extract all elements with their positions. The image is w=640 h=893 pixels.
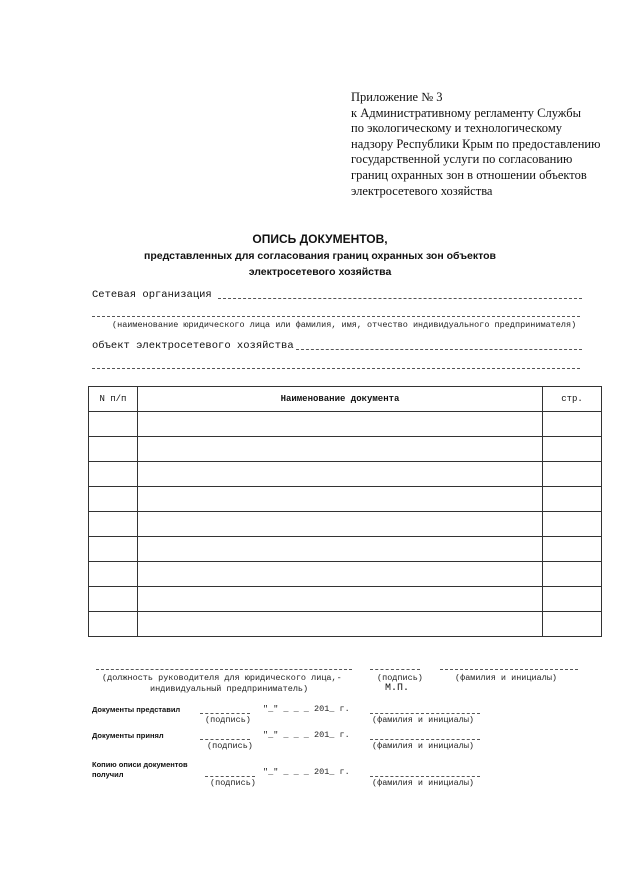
column-header-page: стр.	[543, 387, 602, 412]
table-row	[89, 487, 602, 512]
cell-document-name[interactable]	[137, 437, 542, 462]
cell-page[interactable]	[543, 437, 602, 462]
copy-signature-line[interactable]	[205, 776, 255, 777]
received-label: Документы принял	[92, 731, 164, 740]
position-hint-2: индивидуальный предприниматель)	[150, 684, 309, 694]
object-input[interactable]	[296, 349, 582, 350]
title-sub-2: электросетевого хозяйства	[248, 266, 392, 278]
position-hint-1: (должность руководителя для юридического лица,-	[102, 673, 342, 683]
copy-name-hint: (фамилия и инициалы)	[372, 778, 475, 788]
appendix-line: к Административному регламенту Службы	[351, 105, 582, 120]
received-signature-line[interactable]	[200, 739, 250, 740]
table-header-row	[89, 387, 602, 412]
title-sub-1: представленных для согласования границ охранных зон объектов	[143, 250, 496, 262]
cell-page[interactable]	[543, 562, 602, 587]
cell-page[interactable]	[543, 512, 602, 537]
submitted-date[interactable]: "_" _ _ _ 201_ г.	[263, 704, 350, 714]
table-row	[89, 612, 602, 637]
cell-document-name[interactable]	[137, 412, 542, 437]
appendix-line: по экологическому и технологическому	[351, 121, 562, 136]
copy-name-line[interactable]	[370, 776, 480, 777]
cell-document-name[interactable]	[137, 487, 542, 512]
cell-number[interactable]	[89, 412, 138, 437]
received-name-line[interactable]	[370, 739, 480, 740]
appendix-header	[351, 90, 631, 199]
copy-label-1: Копию описи документов	[92, 760, 188, 769]
cell-document-name[interactable]	[137, 587, 542, 612]
cell-number[interactable]	[89, 437, 138, 462]
cell-page[interactable]	[543, 612, 602, 637]
documents-table	[88, 386, 602, 637]
cell-document-name[interactable]	[137, 462, 542, 487]
object-label: объект электросетевого хозяйства	[92, 340, 294, 352]
document-title	[0, 230, 640, 280]
received-name-hint: (фамилия и инициалы)	[372, 741, 475, 751]
cell-page[interactable]	[543, 462, 602, 487]
cell-page[interactable]	[543, 537, 602, 562]
received-date[interactable]: "_" _ _ _ 201_ г.	[263, 730, 350, 740]
cell-document-name[interactable]	[137, 562, 542, 587]
network-org-hint: (наименование юридического лица или фамилия, имя, отчество индивидуального предпринимателя)	[112, 320, 577, 330]
cell-number[interactable]	[89, 562, 138, 587]
cell-page[interactable]	[543, 487, 602, 512]
copy-date[interactable]: "_" _ _ _ 201_ г.	[263, 767, 350, 777]
cell-number[interactable]	[89, 462, 138, 487]
copy-label-2: получил	[92, 770, 124, 779]
cell-document-name[interactable]	[137, 537, 542, 562]
seal-place: М.П.	[385, 683, 410, 694]
table-row	[89, 562, 602, 587]
signature-line[interactable]	[370, 669, 420, 670]
appendix-line: надзору Республики Крым по предоставлению	[351, 136, 601, 151]
submitted-name-hint: (фамилия и инициалы)	[372, 715, 475, 725]
network-org-input[interactable]	[218, 298, 582, 299]
column-header-number: N п/п	[89, 387, 138, 412]
cell-page[interactable]	[543, 587, 602, 612]
title-main: ОПИСЬ ДОКУМЕНТОВ,	[252, 232, 388, 246]
column-header-document-name: Наименование документа	[137, 387, 542, 412]
submitted-signature-line[interactable]	[200, 713, 250, 714]
network-org-label: Сетевая организация	[92, 289, 212, 301]
table-row	[89, 412, 602, 437]
network-org-input-line2[interactable]	[92, 316, 580, 317]
cell-number[interactable]	[89, 512, 138, 537]
appendix-line: электросетевого хозяйства	[351, 183, 493, 198]
received-signature-hint: (подпись)	[207, 741, 253, 751]
cell-page[interactable]	[543, 412, 602, 437]
cell-document-name[interactable]	[137, 512, 542, 537]
submitted-signature-hint: (подпись)	[205, 715, 251, 725]
submitted-name-line[interactable]	[370, 713, 480, 714]
table-row	[89, 437, 602, 462]
name-hint: (фамилия и инициалы)	[455, 673, 558, 683]
appendix-line: Приложение № 3	[351, 90, 443, 104]
table-row	[89, 462, 602, 487]
table-row	[89, 512, 602, 537]
table-row	[89, 537, 602, 562]
appendix-line: границ охранных зон в отношении объектов	[351, 167, 587, 182]
cell-number[interactable]	[89, 487, 138, 512]
copy-signature-hint: (подпись)	[210, 778, 256, 788]
cell-number[interactable]	[89, 587, 138, 612]
cell-document-name[interactable]	[137, 612, 542, 637]
submitted-label: Документы представил	[92, 705, 181, 714]
cell-number[interactable]	[89, 612, 138, 637]
signature-hint: (подпись)	[377, 673, 423, 683]
cell-number[interactable]	[89, 537, 138, 562]
object-input-line2[interactable]	[92, 368, 580, 369]
name-signature-line[interactable]	[440, 669, 578, 670]
position-signature-line[interactable]	[96, 669, 352, 670]
appendix-line: государственной услуги по согласованию	[351, 152, 573, 167]
table-row	[89, 587, 602, 612]
